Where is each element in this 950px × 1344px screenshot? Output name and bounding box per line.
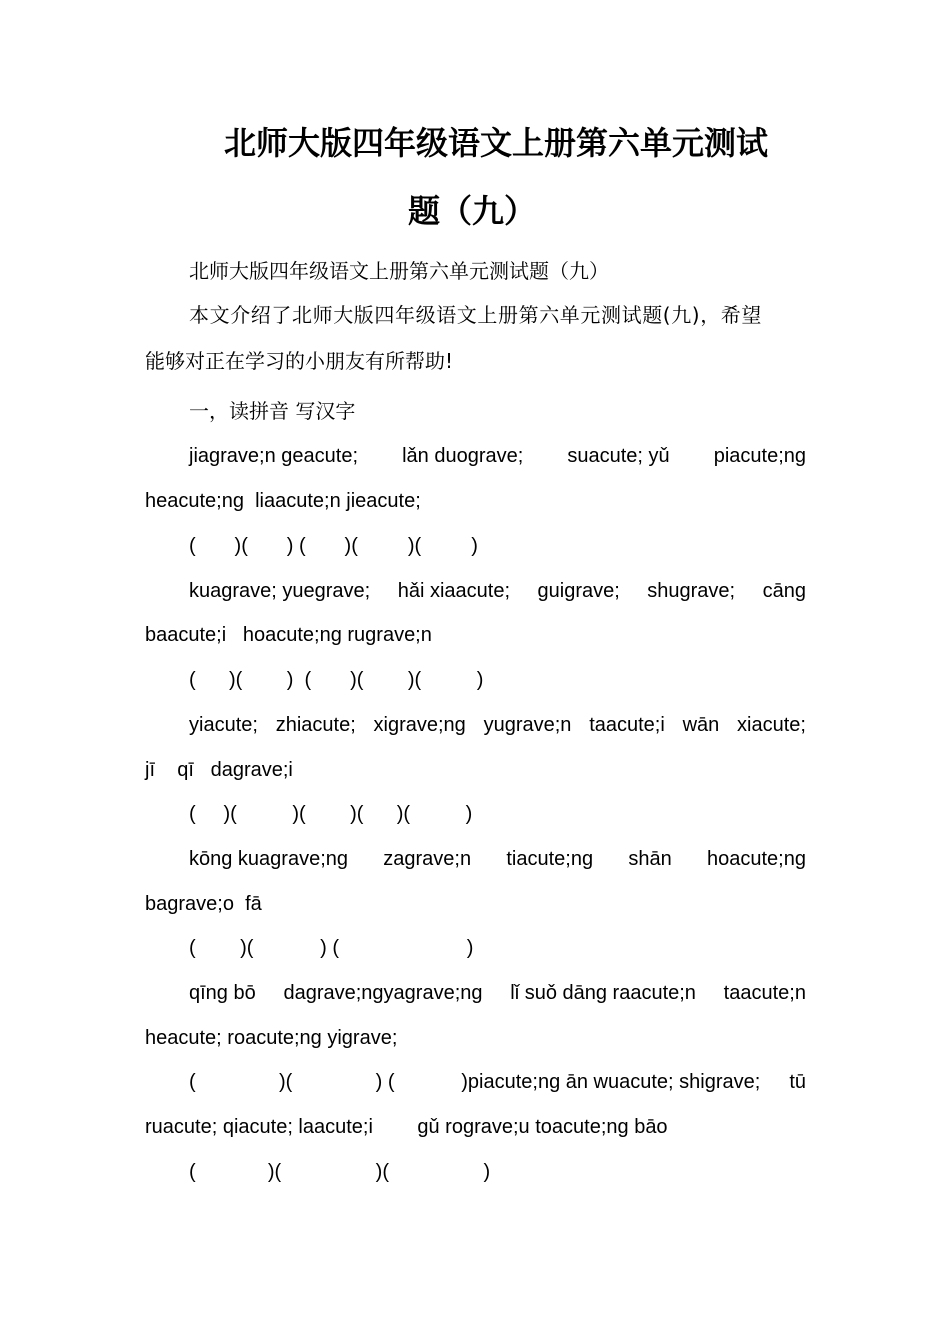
pinyin-word: dagrave;ngyagrave;ng [283,982,483,1004]
pinyin-line-continued: jī qī dagrave;i [145,759,293,781]
pinyin-word: suacute; yǔ [567,445,670,467]
pinyin-word: zhiacute; [275,714,356,736]
pinyin-word: hǎi xiaacute; [397,580,511,602]
pinyin-word: ( )( ) ( )piacute;ng ān wuacute; shigrave; [189,1071,761,1093]
pinyin-word: taacute;i [589,714,665,736]
pinyin-word: tū [789,1071,806,1093]
pinyin-word: wān [682,714,720,736]
pinyin-word: lǐ suǒ dāng raacute;n [510,982,696,1004]
pinyin-line [189,442,806,470]
pinyin-word: cāng [762,580,806,602]
intro-line-1: 本文介绍了北师大版四年级语文上册第六单元测试题(九)，希望 [189,303,763,327]
pinyin-line-continued: bagrave;o fā [145,893,262,915]
pinyin-line-continued: heacute; roacute;ng yigrave; [145,1027,398,1049]
pinyin-word: kōng kuagrave;ng [189,848,349,870]
pinyin-word: shān [628,848,672,870]
answer-blanks: ( )( )( )( )( ) [189,803,473,825]
subtitle: 北师大版四年级语文上册第六单元测试题（九） [189,259,609,283]
intro-line-2: 能够对正在学习的小朋友有所帮助! [145,349,454,373]
page-title-line2: 题（九） [408,192,537,230]
pinyin-word: tiacute;ng [506,848,594,870]
pinyin-line [189,1068,806,1096]
pinyin-word: piacute;ng [713,445,806,467]
pinyin-word: kuagrave; yuegrave; [189,580,371,602]
pinyin-line-continued: baacute;i hoacute;ng rugrave;n [145,624,432,646]
pinyin-word: lǎn duograve; [402,445,524,467]
pinyin-word: zagrave;n [383,848,472,870]
answer-blanks: ( )( ) ( ) [189,937,474,959]
answer-blanks: ( )( ) ( )( )( ) [189,669,484,691]
answer-blanks: ( )( )( ) [189,1161,491,1183]
pinyin-word: jiagrave;n geacute; [189,445,359,467]
section-heading: 一，读拼音 写汉字 [189,399,356,423]
pinyin-word: xigrave;ng [373,714,466,736]
pinyin-line [189,711,806,739]
pinyin-line [189,577,806,605]
pinyin-word: qīng bō [189,982,256,1004]
pinyin-word: taacute;n [723,982,806,1004]
pinyin-word: hoacute;ng [706,848,806,870]
pinyin-word: yugrave;n [483,714,572,736]
pinyin-line [189,979,806,1007]
pinyin-word: shugrave; [647,580,736,602]
answer-blanks: ( )( ) ( )( )( ) [189,535,478,557]
pinyin-line-continued: heacute;ng liaacute;n jieacute; [145,490,421,512]
pinyin-line [189,845,806,873]
page-title-line1: 北师大版四年级语文上册第六单元测试 [224,124,769,162]
pinyin-word: xiacute; [737,714,806,736]
pinyin-word: yiacute; [189,714,258,736]
pinyin-word: guigrave; [537,580,620,602]
pinyin-line-continued: ruacute; qiacute; laacute;i gǔ rograve;u toacute;ng bāo [145,1116,668,1138]
